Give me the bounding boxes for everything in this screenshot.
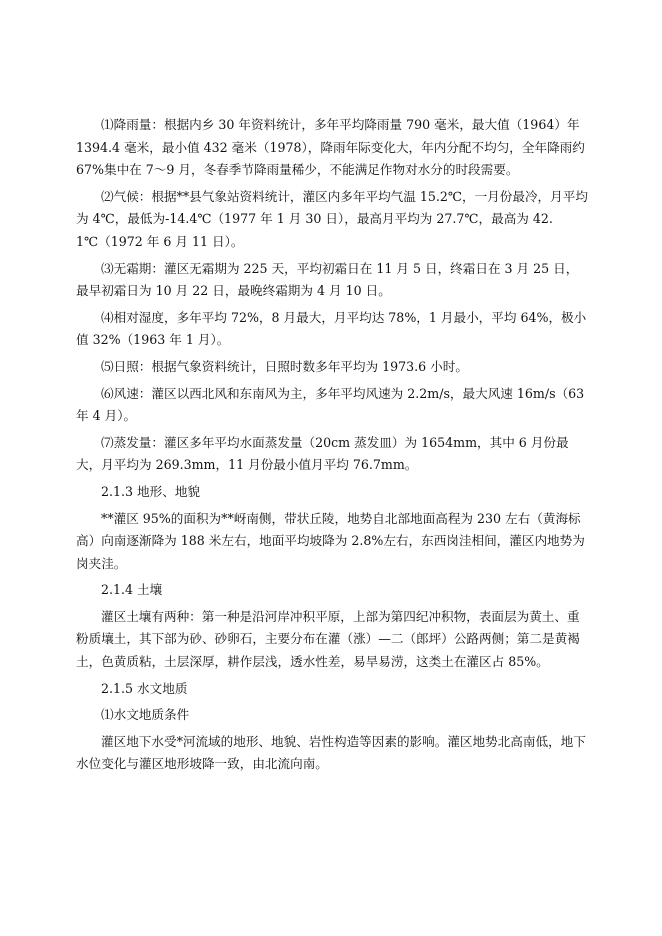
- section-heading-soil: 2.1.4 土壤: [101, 582, 163, 598]
- section-heading-hydrogeology: 2.1.5 水文地质: [101, 680, 188, 696]
- paragraph-evaporation: ⑺蒸发量：灌区多年平均水面蒸发量（20cm 蒸发皿）为 1654mm，其中 6 月份最大，月平均为 269.3mm，11 月份最小值月平均 76.7mm。: [76, 434, 569, 473]
- paragraph-sunshine: ⑸日照：根据气象资料统计，日照时数多年平均为 1973.6 小时。: [101, 358, 468, 374]
- paragraph-rainfall: ⑴降雨量：根据内乡 30 年资料统计，多年平均降雨量 790 毫米，最大值（1964）年 1394.4 毫米，最小值 432 毫米（1978），降雨年际变化大，年内分配不均匀，全年降雨约 67%集中在 7～9 月，冬春季节降雨量稀少，不能满足作物对水分的时段需要。: [76, 117, 585, 178]
- paragraph-frost: ⑶无霜期：灌区无霜期为 225 天，平均初霜日在 11 月 5 日，终霜日在 3 月 25 日，最早初霜日为 10 月 22 日，最晚终霜期为 4 月 10 日。: [76, 260, 579, 299]
- paragraph-climate: ⑵气候：根据**县气象站资料统计，灌区内多年平均气温 15.2℃，一月份最冷，月平均为 4℃，最低为-14.4℃（1977 年 1 月 30 日），最高月平均为 27.7℃，最高为 42.1℃（1972 年 6 月 11 日）。: [76, 188, 588, 249]
- document-body: [76, 114, 588, 776]
- paragraph-humidity: ⑷相对湿度，多年平均 72%，8 月最大，月平均达 78%，1 月最小，平均 64%，极小值 32%（1963 年 1 月）。: [76, 309, 587, 348]
- paragraph-terrain: **灌区 95%的面积为**岈南侧，带状丘陵，地势自北部地面高程为 230 左右（黄海标高）向南逐渐降为 188 米左右，地面平均坡降为 2.8%左右，东西岗洼相间，灌区内地势为岗夹洼。: [76, 510, 585, 571]
- paragraph-soil: 灌区土壤有两种：第一种是沿河岸冲积平原，上部为第四纪冲积物，表面层为黄土、重粉质壤土，其下部为砂、砂卵石，主要分布在灌（涨）—二（郎坪）公路两侧；第二是黄褐土，色黄质粘，土层深厚，耕作层浅，透水性差，易旱易涝，这类土在灌区占 85%。: [76, 608, 580, 670]
- paragraph-wind: ⑹风速：灌区以西北风和东南风为主，多年平均风速为 2.2m/s，最大风速 16m/s（63 年 4 月）。: [76, 385, 585, 424]
- paragraph-groundwater: 灌区地下水受*河流域的地形、地貌、岩性构造等因素的影响。灌区地势北高南低，地下水位变化与灌区地形坡降一致，由北流向南。: [76, 733, 586, 772]
- subheading-hydrogeology-conditions: ⑴水文地质条件: [101, 707, 190, 723]
- section-heading-terrain: 2.1.3 地形、地貌: [101, 483, 201, 499]
